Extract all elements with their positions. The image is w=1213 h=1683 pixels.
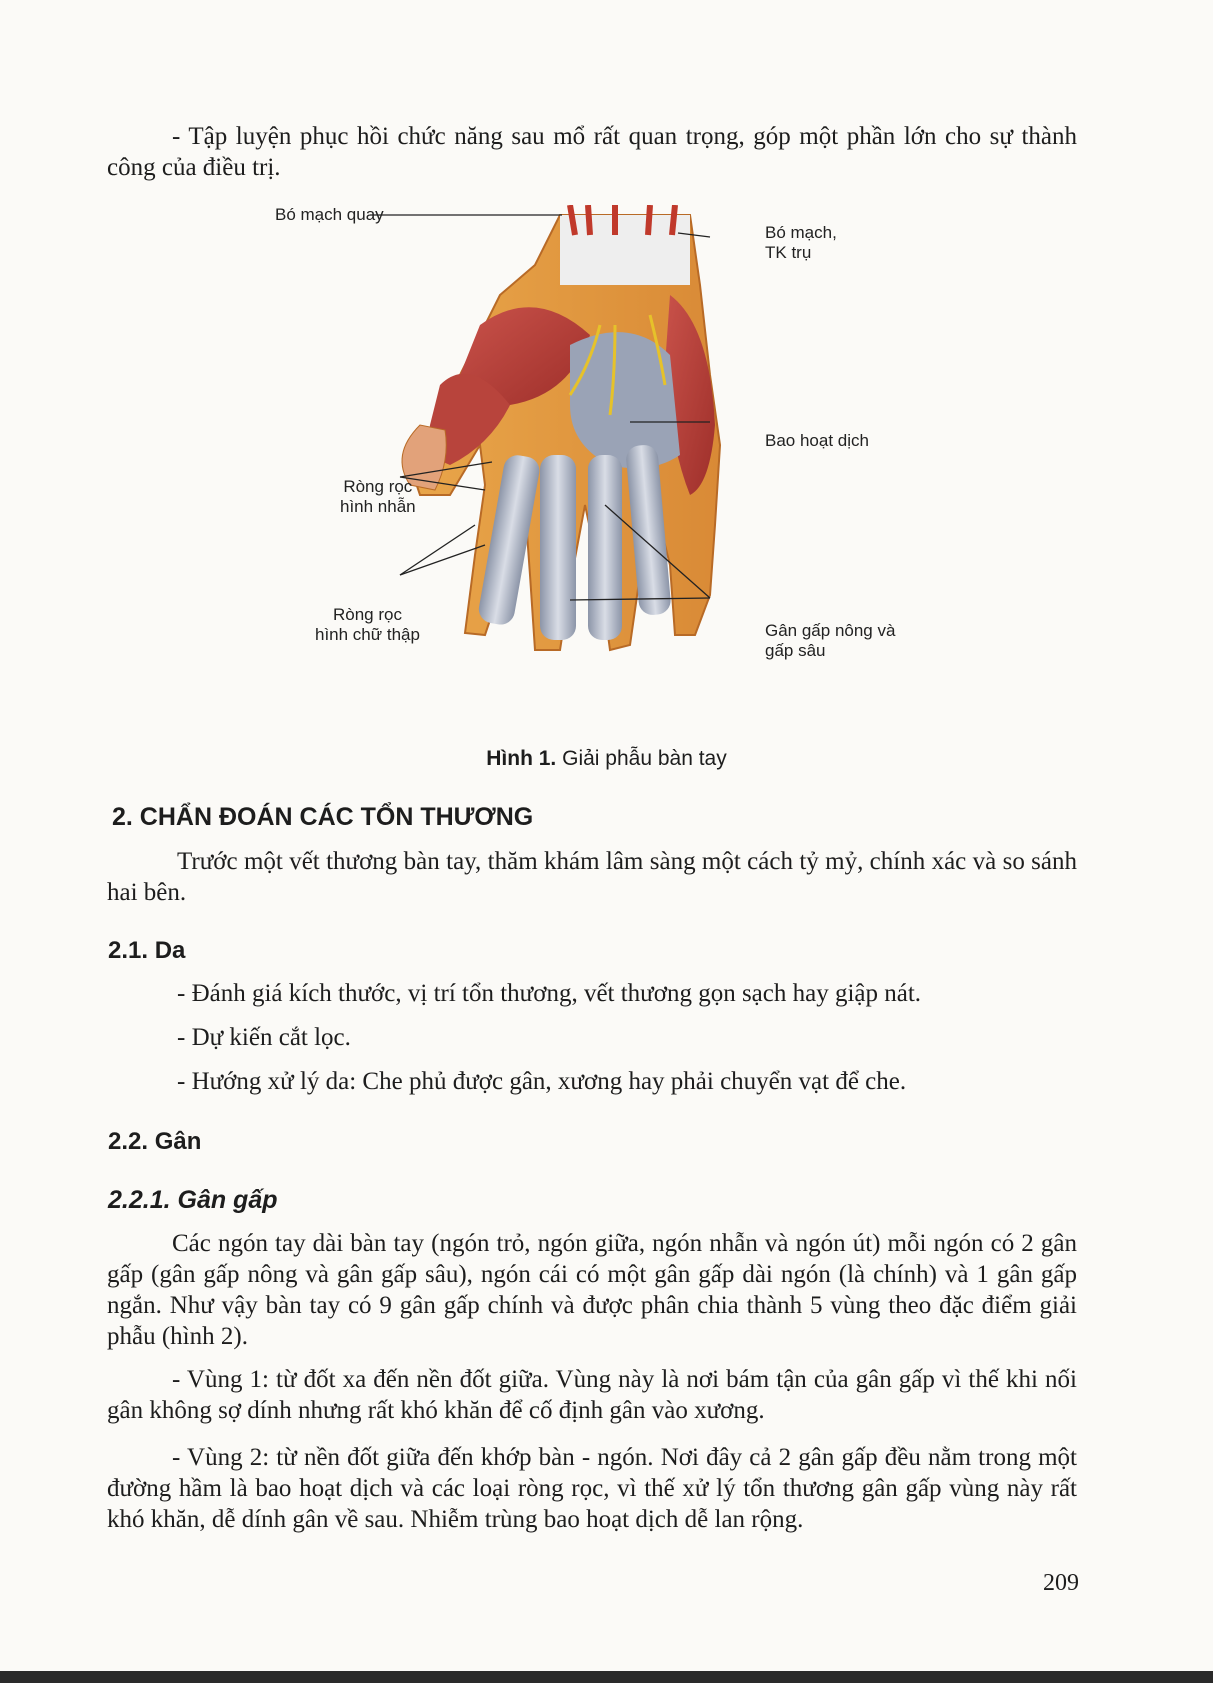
label-flexor-tendons-line1: Gân gấp nông và [765,621,896,640]
section-2-heading: 2. CHẨN ĐOÁN CÁC TỔN THƯƠNG [112,803,534,831]
label-ulnar-bundle [765,223,837,263]
label-synovial-sheath: Bao hoạt dịch [765,431,869,450]
label-cruciate-pulley-line2: hình chữ thập [315,625,420,644]
section-2-2-1-paragraph: Các ngón tay dài bàn tay (ngón trỏ, ngón giữa, ngón nhẫn và ngón út) mỗi ngón có 2 gân gấp (gân gấp nông và gân gấp sâu), ngón cái có một gân gấp dài ngón (là chính) và 1 gân gấp ngắn. Như vậy bàn tay có 9 gân gấp chính và được phân chia thành 5 vùng theo đặc điểm giải phẫu (hình 2). [107,1230,1077,1350]
label-annular-pulley-line1: Ròng rọc [343,477,413,496]
hand-anatomy-figure [270,205,930,705]
section-2-1-bullet-3: - Hướng xử lý da: Che phủ được gân, xương hay phải chuyển vạt để che. [177,1068,907,1095]
zone-1-paragraph: - Vùng 1: từ đốt xa đến nền đốt giữa. Vùng này là nơi bám tận của gân gấp vì thế khi nối gân không sợ dính nhưng rất khó khăn để cố định gân vào xương. [107,1366,1077,1424]
section-2-2-heading: 2.2. Gân [108,1128,202,1155]
label-annular-pulley [340,477,416,517]
label-flexor-tendons-line2: gấp sâu [765,641,826,660]
section-2-intro: Trước một vết thương bàn tay, thăm khám lâm sàng một cách tỷ mỷ, chính xác và so sánh hai bên. [107,848,1077,906]
figure-caption-label: Hình 1. [486,747,557,770]
section-2-1-heading: 2.1. Da [108,937,186,964]
zone-2-paragraph: - Vùng 2: từ nền đốt giữa đến khớp bàn - ngón. Nơi đây cả 2 gân gấp đều nằm trong một đường hầm là bao hoạt dịch và các loại ròng rọc, vì thế xử lý tổn thương gân gấp vùng này rất khó khăn, dễ dính gân về sau. Nhiễm trùng bao hoạt dịch dễ lan rộng. [107,1444,1077,1533]
label-ulnar-bundle-line1: Bó mạch, [765,223,837,242]
figure-caption-text: Giải phẫu bàn tay [556,747,727,770]
label-radial-bundle: Bó mạch quay [275,205,384,224]
figure-caption [0,747,1213,771]
label-ulnar-bundle-line2: TK trụ [765,243,812,262]
page-number: 209 [1043,1570,1079,1596]
label-annular-pulley-line2: hình nhẫn [340,497,416,516]
intro-paragraph: - Tập luyện phục hồi chức năng sau mổ rất quan trọng, góp một phần lớn cho sự thành công của điều trị. [107,123,1077,181]
section-2-1-bullet-1: - Đánh giá kích thước, vị trí tổn thương, vết thương gọn sạch hay giập nát. [177,980,922,1007]
section-2-2-1-heading: 2.2.1. Gân gấp [108,1186,278,1214]
label-cruciate-pulley [315,605,420,645]
section-2-1-bullet-2: - Dự kiến cắt lọc. [177,1024,351,1051]
label-cruciate-pulley-line1: Ròng rọc [332,605,402,624]
label-flexor-tendons [765,621,895,661]
scan-edge [0,1671,1213,1683]
